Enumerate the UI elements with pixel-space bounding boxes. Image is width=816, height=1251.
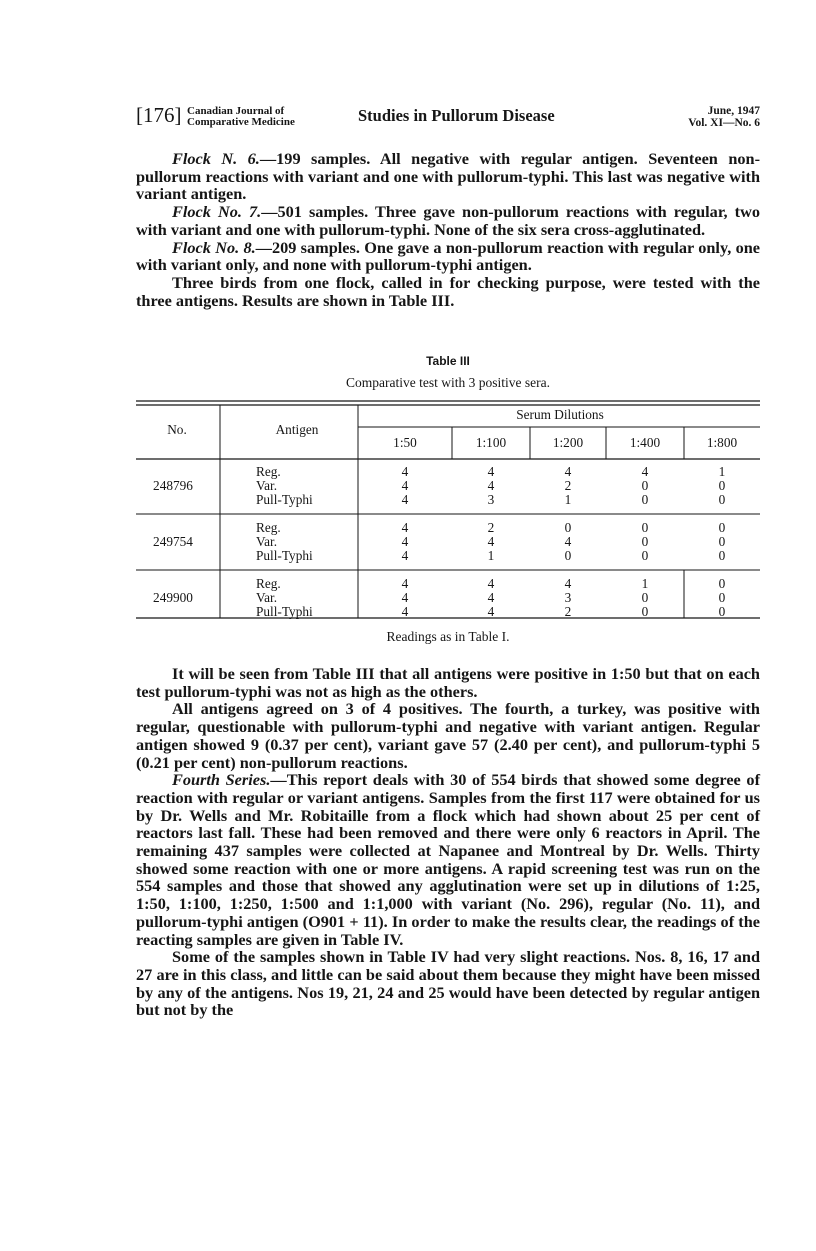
table-row xyxy=(256,464,725,479)
reading-cell: 0 xyxy=(718,590,726,605)
reading-cell: 4 xyxy=(487,464,495,479)
paragraph-text: —This report deals with 30 of 554 birds that showed some degree of reaction with regular or variant antigens. Samples from the first 117 were obtained for us by Dr. Wells and Mr. Robitaille from a flock which had shown about 25 per cent of reactors last fall. These had been removed and there were only 6 reactors in April. The remaining 437 samples were collected at Napanee and Montreal by Dr. Wells. Thirty showed some reaction with one or more antigens. A rapid screening test was run on the 554 samples and those that showed any agglutination were set up in dilutions of 1:25, 1:50, 1:100, 1:250, 1:500 and 1:1,000 with variant (No. 296), regular (No. 11), and pullorum-typhi antigen (O901 + 11). In order to make the results clear, the readings of the reacting samples are given in Table IV. xyxy=(136,770,760,949)
antigen-cell: Reg. xyxy=(256,576,281,591)
reading-cell: 4 xyxy=(487,576,495,591)
table-row xyxy=(256,590,726,605)
reading-cell: 2 xyxy=(564,604,572,619)
dilution-header: 1:400 xyxy=(629,435,661,450)
reading-cell: 0 xyxy=(641,590,649,605)
table-title: Table III xyxy=(426,354,470,368)
reading-cell: 0 xyxy=(564,520,572,535)
reading-cell: 4 xyxy=(401,464,409,479)
reading-cell: 0 xyxy=(718,534,726,549)
page-number: [176] xyxy=(136,103,182,127)
paragraph-text: —501 samples. Three gave non-pullorum reactions with regular, two with variant and one with pullorum-typhi. None of the six sera cross-agglutinated. xyxy=(136,202,760,239)
reading-cell: 4 xyxy=(564,534,572,549)
antigen-cell: Reg. xyxy=(256,464,281,479)
paragraph-text: —199 samples. All negative with regular antigen. Seventeen non-pullorum reactions with variant and one with pullorum-typhi. This last was negative with variant antigen. xyxy=(136,149,760,204)
reading-cell: 4 xyxy=(401,576,409,591)
antigen-cell: Var. xyxy=(256,534,278,549)
dilution-header: 1:800 xyxy=(706,435,738,450)
reading-cell: 0 xyxy=(641,548,649,563)
reading-cell: 0 xyxy=(564,548,572,563)
reading-cell: 1 xyxy=(718,464,726,479)
reading-cell: 4 xyxy=(401,590,409,605)
table-group xyxy=(153,464,726,507)
col-header-antigen: Antigen xyxy=(275,422,319,437)
reading-cell: 0 xyxy=(641,520,649,535)
journal-line-2: Comparative Medicine xyxy=(187,116,295,128)
antigen-cell: Pull-Typhi xyxy=(256,492,313,507)
paragraph-text: All antigens agreed on 3 of 4 positives. The fourth, a turkey, was positive with regular, questionable with pullorum-typhi and negative with variant antigen. Regular antigen showed 9 (0.37 per cent), variant gave 57 (2.40 per cent), and pullorum-typhi 5 (0.21 per cent) non-pullorum reactions. xyxy=(136,699,760,772)
reading-cell: 0 xyxy=(641,478,649,493)
issue-volume: Vol. XI—No. 6 xyxy=(688,117,760,129)
table-row xyxy=(256,604,726,619)
table-row xyxy=(256,492,726,507)
table-row xyxy=(256,478,726,493)
reading-cell: 0 xyxy=(718,492,726,507)
reading-cell: 4 xyxy=(401,492,409,507)
reading-cell: 4 xyxy=(487,478,495,493)
reading-cell: 4 xyxy=(641,464,649,479)
dilution-header: 1:50 xyxy=(393,435,417,450)
paragraph xyxy=(136,948,760,1019)
reading-cell: 4 xyxy=(401,604,409,619)
reading-cell: 4 xyxy=(401,534,409,549)
reading-cell: 4 xyxy=(487,604,495,619)
paragraph-text: Some of the samples shown in Table IV had very slight reactions. Nos. 8, 16, 17 and 27 are in this class, and little can be said about them because they might have been missed by any of the antigens. Nos 19, 21, 24 and 25 would have been detected by regular antigen but not by the xyxy=(136,947,760,1020)
reading-cell: 0 xyxy=(641,492,649,507)
paragraph-text: It will be seen from Table III that all antigens were positive in 1:50 but that on each test pullorum-typhi was not as high as the others. xyxy=(136,664,760,701)
reading-cell: 4 xyxy=(487,534,495,549)
reading-cell: 4 xyxy=(564,576,572,591)
antigen-cell: Pull-Typhi xyxy=(256,548,313,563)
reading-cell: 2 xyxy=(487,520,495,535)
col-header-serum-dilutions: Serum Dilutions xyxy=(516,407,604,422)
table-body xyxy=(153,464,726,619)
table-row xyxy=(256,534,726,549)
reading-cell: 0 xyxy=(718,520,726,535)
dilution-header: 1:200 xyxy=(552,435,584,450)
sample-number: 249900 xyxy=(153,590,193,605)
table-group xyxy=(153,520,726,563)
antigen-cell: Var. xyxy=(256,590,278,605)
reading-cell: 4 xyxy=(401,520,409,535)
reading-cell: 0 xyxy=(641,604,649,619)
table-row xyxy=(256,576,726,591)
reading-cell: 4 xyxy=(564,464,572,479)
reading-cell: 0 xyxy=(718,478,726,493)
reading-cell: 4 xyxy=(401,548,409,563)
reading-cell: 0 xyxy=(718,604,726,619)
paragraph xyxy=(136,700,760,771)
paragraph-text: Three birds from one flock, called in for checking purpose, were tested with the three antigens. Results are shown in Table III. xyxy=(136,272,760,310)
sample-number: 248796 xyxy=(153,478,193,493)
reading-cell: 0 xyxy=(641,534,649,549)
table-note: Readings as in Table I. xyxy=(386,629,510,644)
table-row xyxy=(256,548,726,563)
reading-cell: 0 xyxy=(718,576,726,591)
paragraph-lead: Flock N. 6. xyxy=(172,149,260,168)
dilution-headers xyxy=(393,435,737,450)
reading-cell: 1 xyxy=(564,492,572,507)
table-row xyxy=(256,520,726,535)
paragraph xyxy=(136,771,760,948)
paragraph xyxy=(136,665,760,700)
paragraph-lead: Flock No. 7. xyxy=(172,202,262,222)
running-title: Studies in Pullorum Disease xyxy=(358,106,555,125)
paragraph-lead: Flock No. 8. xyxy=(172,237,256,257)
table-group xyxy=(153,576,726,619)
reading-cell: 3 xyxy=(564,590,572,605)
col-header-no: No. xyxy=(167,422,187,437)
reading-cell: 1 xyxy=(487,548,495,563)
reading-cell: 3 xyxy=(487,492,495,507)
paragraph-lead: Fourth Series. xyxy=(172,770,271,790)
reading-cell: 4 xyxy=(487,590,495,605)
issue-date: June, 1947 xyxy=(707,105,760,117)
reading-cell: 1 xyxy=(641,576,649,591)
antigen-cell: Reg. xyxy=(256,520,281,535)
reading-cell: 2 xyxy=(564,478,572,493)
main-text xyxy=(136,665,760,1019)
reading-cell: 4 xyxy=(401,478,409,493)
reading-cell: 0 xyxy=(718,548,726,563)
table-rules xyxy=(136,401,760,618)
dilution-header: 1:100 xyxy=(475,435,507,450)
antigen-cell: Var. xyxy=(256,478,278,493)
journal-line-1: Canadian Journal of xyxy=(187,105,285,117)
sample-number: 249754 xyxy=(153,534,193,549)
paragraph-text: —209 samples. One gave a non-pullorum reaction with regular only, one with variant only, and none with pullorum-typhi antigen. xyxy=(136,237,760,275)
table-caption: Comparative test with 3 positive sera. xyxy=(346,375,550,390)
antigen-cell: Pull-Typhi xyxy=(256,604,313,619)
